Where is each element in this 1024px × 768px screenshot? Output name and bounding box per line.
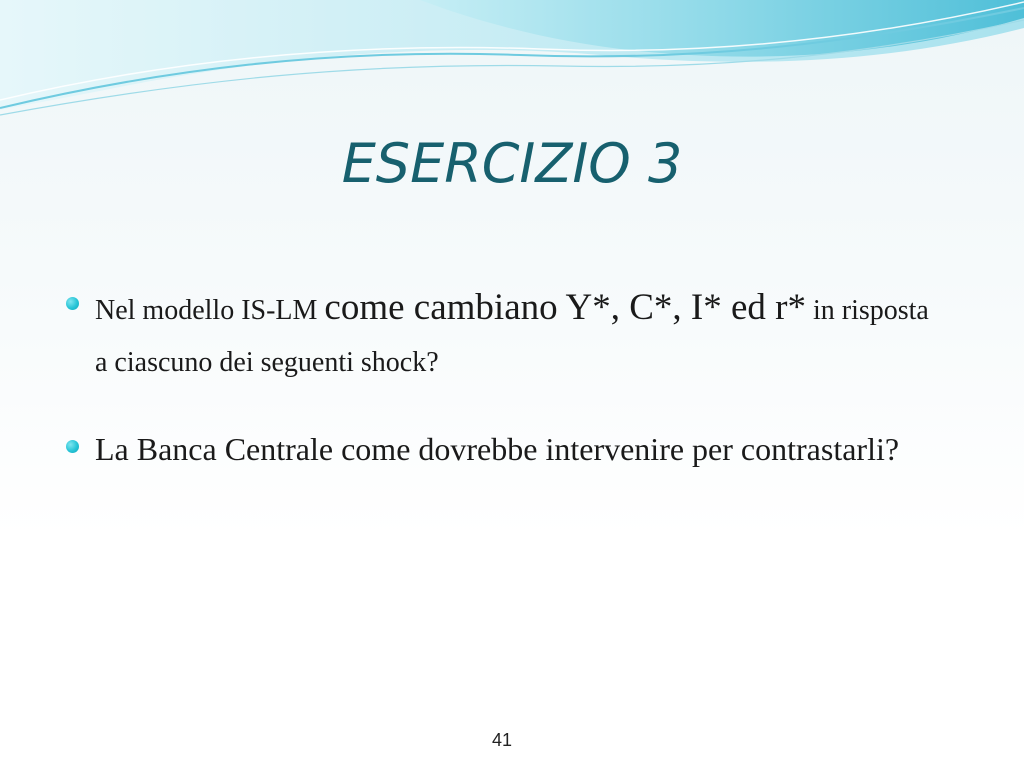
bullet-list [62, 282, 942, 471]
bullet-dot-icon [66, 297, 79, 310]
bullet-text-part-3: in risposta a ciascuno dei seguenti shock? [95, 295, 929, 378]
bullet-text-part-2: come cambiano Y*, C*, I* ed r* [324, 287, 806, 328]
page-number: 41 [491, 730, 513, 750]
decorative-wave-header [0, 0, 1024, 130]
bullet-text: La Banca Centrale come dovrebbe intervenire per contrastarli? [95, 431, 900, 467]
bullet-item-question [62, 282, 942, 389]
bullet-item-central-bank [62, 427, 942, 471]
slide-title: ESERCIZIO 3 [341, 132, 683, 195]
bullet-text-part-1: Nel modello IS-LM [95, 295, 325, 326]
bullet-dot-icon [66, 440, 79, 453]
